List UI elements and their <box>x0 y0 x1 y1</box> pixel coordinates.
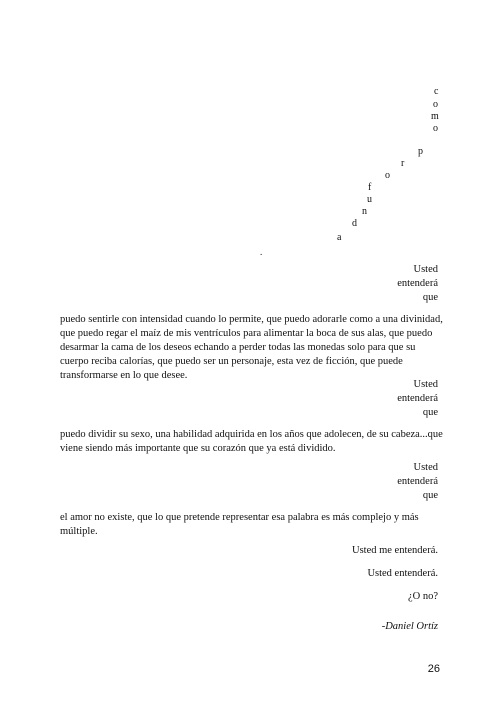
paragraph: el amor no existe, que lo que pretende representar esa palabra es más complejo y más múltiple. <box>60 512 419 537</box>
closing-line: Usted entenderá. <box>367 568 438 579</box>
author-signature: -Daniel Ortíz <box>381 621 438 632</box>
refrain-line: que <box>422 407 438 418</box>
poem-letter: m <box>431 111 439 122</box>
poem-letter: r <box>401 158 405 169</box>
page-number: 26 <box>427 663 440 675</box>
refrain-line: que <box>422 490 438 501</box>
refrain-line: entenderá <box>397 476 438 487</box>
refrain-line: entenderá <box>397 393 438 404</box>
poem-letter: f <box>368 182 372 193</box>
poem-letter: d <box>352 218 357 229</box>
refrain-line: Usted <box>413 379 438 390</box>
poem-letter: o <box>433 99 438 110</box>
poem-dot: . <box>260 247 263 257</box>
refrain-block <box>397 461 438 503</box>
poem-letter: c <box>434 86 439 97</box>
closing-line: Usted me entenderá. <box>351 545 438 556</box>
refrain-block <box>397 378 438 420</box>
poem-letter: u <box>367 194 372 205</box>
paragraph: puedo sentirle con intensidad cuando lo permite, que puedo adorarle como a una divinidad, que puedo regar el maíz de mis ventrículos para alimentar la boca de sus alas, que puedo desarmar la cama de los deseos echando a perder todas las monedas solo para que su cuerpo reciba calorías, que puedo ser un personaje, esta vez de ficción, que puede transformarse en lo que desee. <box>60 314 443 381</box>
poem-letter: n <box>362 206 367 217</box>
poem-letter: o <box>433 123 438 134</box>
poem-letter: a <box>337 232 342 243</box>
refrain-line: Usted <box>413 264 438 275</box>
paragraph: puedo dividir su sexo, una habilidad adquirida en los años que adolecen, de su cabeza...que viene siendo más importante que su corazón que ya está dividido. <box>60 429 443 454</box>
refrain-block <box>397 263 438 305</box>
poem-letter: p <box>418 146 423 157</box>
poem-letter: o <box>385 170 390 181</box>
refrain-line: Usted <box>413 462 438 473</box>
refrain-line: que <box>422 292 438 303</box>
refrain-line: entenderá <box>397 278 438 289</box>
closing-line: ¿O no? <box>407 591 438 602</box>
